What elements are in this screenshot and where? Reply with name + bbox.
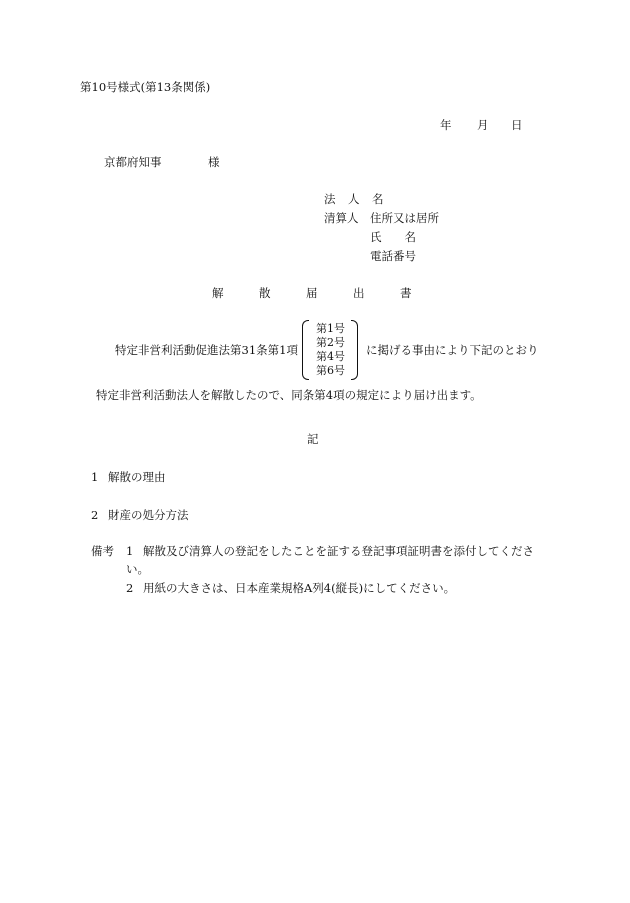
body-lead-text: 特定非営利活動促進法第31条第1項 <box>115 343 298 357</box>
title-char-4: 出 <box>353 286 365 300</box>
item-1-text: 解散の理由 <box>108 470 166 484</box>
title-char-3: 届 <box>306 286 318 300</box>
notes-label: 備考 <box>91 544 114 558</box>
note-1-line-2: い。 <box>126 562 149 576</box>
date-day-label: 日 <box>511 118 523 132</box>
note-2-number: 2 <box>126 581 134 595</box>
note-1-number: 1 <box>126 544 134 558</box>
title-char-2: 散 <box>259 286 271 300</box>
clause-2: 第2号 <box>316 336 345 349</box>
addressee-honorific: 様 <box>208 155 220 169</box>
body-second-line: 特定非営利活動法人を解散したので、同条第4項の規定により届け出ます。 <box>96 388 482 402</box>
title-char-5: 書 <box>400 286 412 300</box>
item-2-text: 財産の処分方法 <box>108 508 189 522</box>
address-label: 住所又は居所 <box>370 211 439 225</box>
liquidator-label: 清算人 <box>324 211 359 225</box>
clause-bracket <box>302 320 358 380</box>
title-char-1: 解 <box>212 286 224 300</box>
phone-label: 電話番号 <box>370 249 416 263</box>
left-brace <box>302 320 309 380</box>
addressee-name: 京都府知事 <box>104 155 162 169</box>
note-1-line-1: 解散及び清算人の登記をしたことを証する登記事項証明書を添付してくださ <box>143 544 534 558</box>
person-name-label: 氏 名 <box>370 230 416 244</box>
item-1-number: 1 <box>91 470 99 484</box>
clause-1: 第1号 <box>316 322 345 335</box>
date-year-label: 年 <box>440 118 452 132</box>
ki-heading: 記 <box>307 432 319 446</box>
clause-4: 第4号 <box>316 350 345 363</box>
date-month-label: 月 <box>477 118 489 132</box>
right-brace <box>351 320 358 380</box>
note-2-line-1: 用紙の大きさは、日本産業規格A列4(縦長)にしてください。 <box>143 581 456 595</box>
clause-6: 第6号 <box>316 364 345 377</box>
corporation-name-label: 法 人 名 <box>324 192 384 206</box>
item-2-number: 2 <box>91 508 99 522</box>
form-number: 第10号様式(第13条関係) <box>80 80 211 94</box>
body-tail-text: に掲げる事由により下記のとおり <box>366 343 539 357</box>
